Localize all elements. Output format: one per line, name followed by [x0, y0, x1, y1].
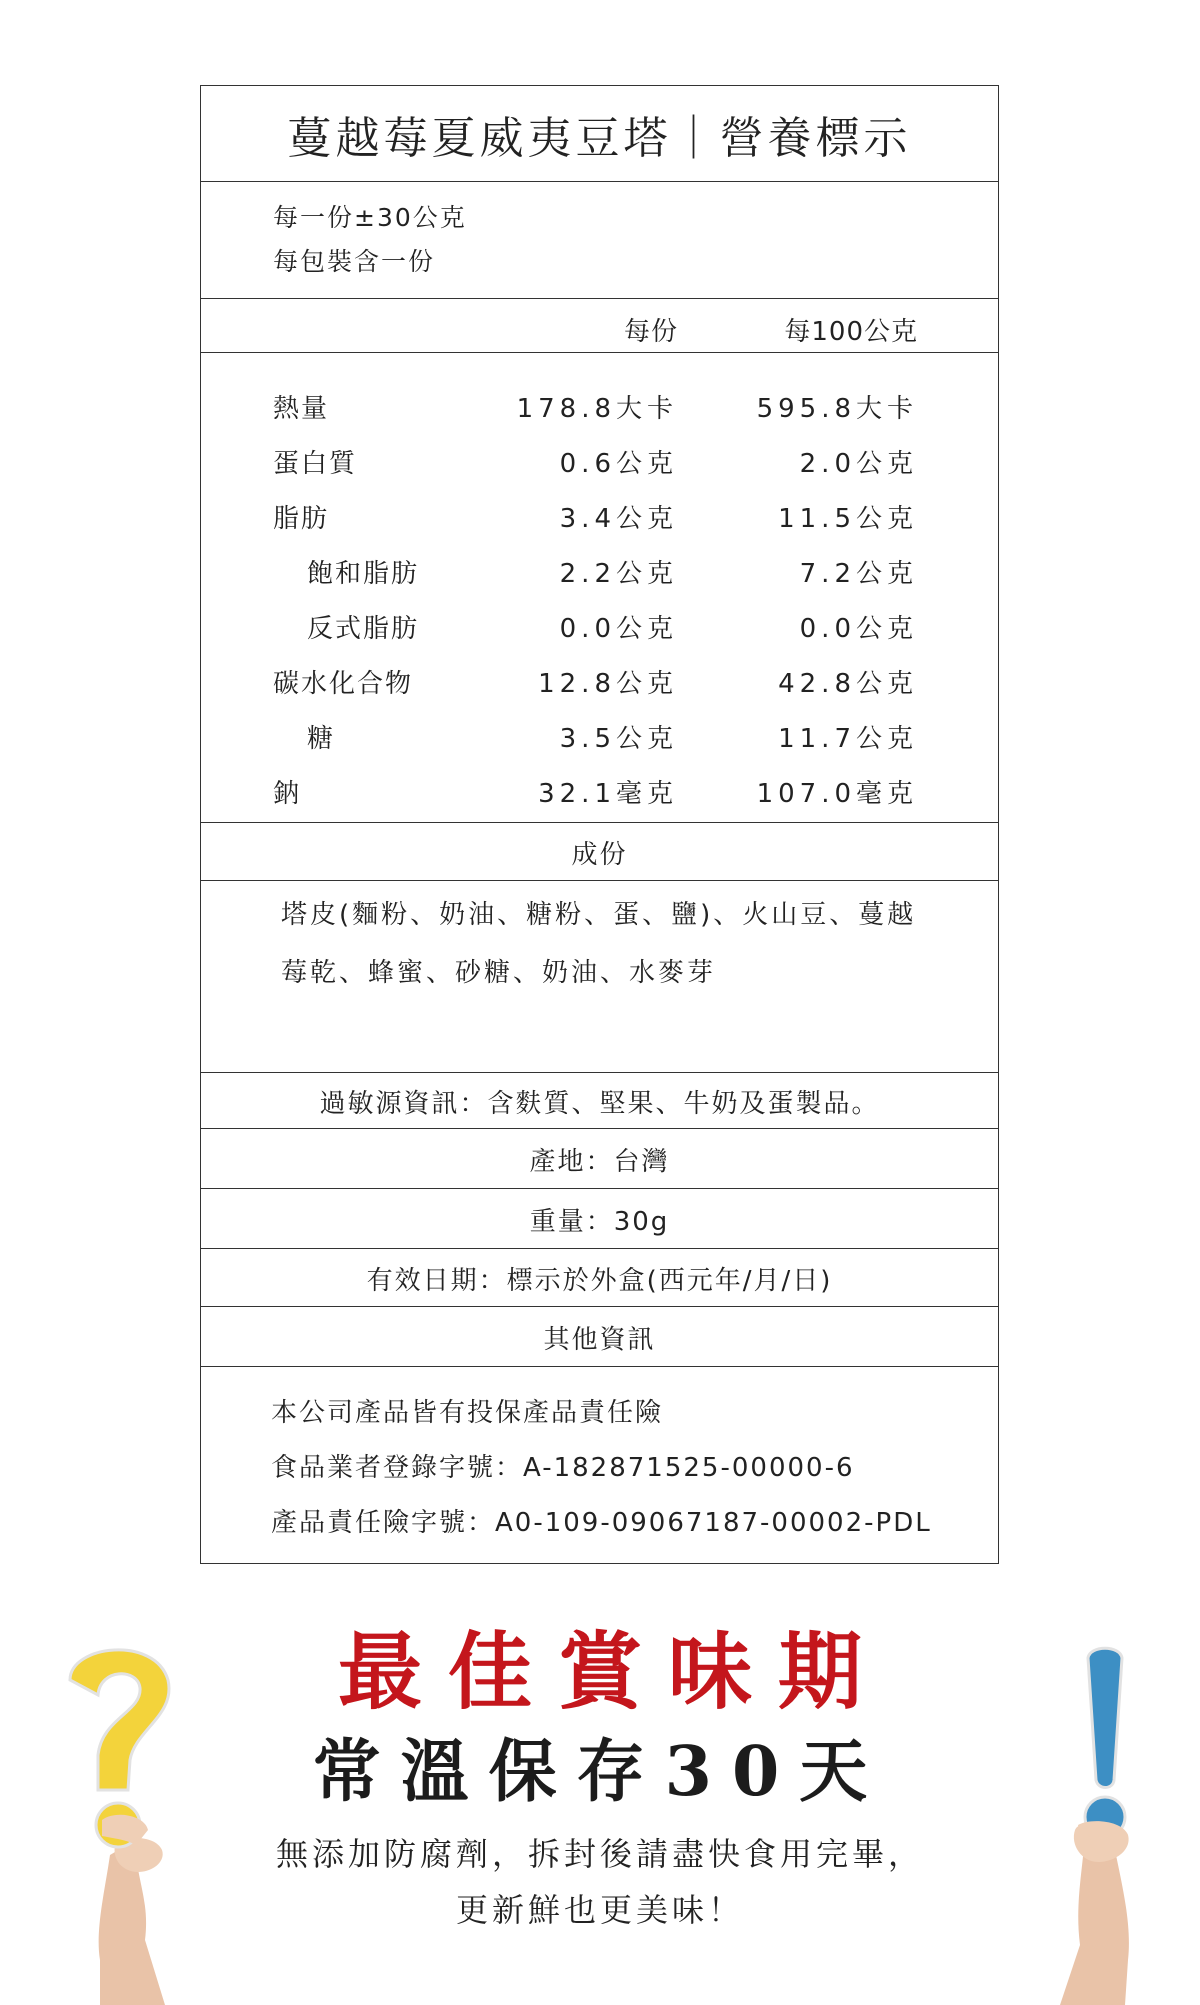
nutrient-name: 蛋白質 — [273, 449, 358, 479]
ingredients-line: 塔皮(麵粉、奶油、糖粉、蛋、鹽)、火山豆、蔓越 — [281, 900, 917, 930]
divider — [201, 1128, 998, 1129]
other-info-line: 產品責任險字號：A0-109-09067187-00002-PDL — [271, 1508, 932, 1538]
nutrition-label — [200, 85, 999, 1564]
nutrient-name: 反式脂肪 — [307, 614, 420, 644]
divider — [201, 1366, 998, 1367]
nutrient-per-100g: 107.0毫克 — [756, 779, 918, 809]
nutrient-per-serving: 32.1毫克 — [538, 779, 678, 809]
nutrient-name: 脂肪 — [273, 504, 330, 534]
nutrient-name: 碳水化合物 — [273, 669, 414, 699]
allergen-info: 過敏源資訊：含麩質、堅果、牛奶及蛋製品。 — [319, 1088, 880, 1119]
storage-note-line: 更新鮮也更美味！ — [455, 1891, 744, 1929]
nutrient-row-calories — [201, 380, 998, 435]
nutrient-per-serving: 12.8公克 — [538, 669, 678, 699]
other-info — [271, 1386, 998, 1551]
divider — [201, 1072, 998, 1073]
divider — [201, 352, 998, 353]
nutrient-per-100g: 7.2公克 — [799, 559, 918, 589]
nutrient-name: 糖 — [307, 724, 336, 754]
divider — [201, 1306, 998, 1307]
nutrient-per-100g: 2.0公克 — [799, 449, 918, 479]
nutrient-row-protein — [201, 435, 998, 490]
divider — [201, 181, 998, 182]
expiry-date: 有效日期：標示於外盒(西元年/月/日) — [366, 1265, 833, 1296]
servings-per-pack: 每包裝含一份 — [273, 247, 436, 276]
nutrient-per-serving: 178.8大卡 — [516, 394, 678, 424]
nutrient-row-sodium — [201, 765, 998, 820]
nutrient-name: 飽和脂肪 — [307, 559, 420, 589]
nutrient-per-serving: 3.5公克 — [559, 724, 678, 754]
divider — [201, 298, 998, 299]
divider — [201, 880, 998, 881]
nutrient-per-100g: 595.8大卡 — [756, 394, 918, 424]
nutrient-name: 熱量 — [273, 394, 330, 424]
column-header — [201, 301, 998, 353]
other-info-line: 本公司產品皆有投保產品責任險 — [271, 1398, 664, 1428]
nutrient-row-sugar — [201, 710, 998, 765]
nutrient-per-100g: 11.7公克 — [778, 724, 918, 754]
best-before-heading: 最佳賞味期 — [337, 1622, 888, 1721]
nutrient-per-serving: 3.4公克 — [559, 504, 678, 534]
label-title: 蔓越莓夏威夷豆塔｜營養標示 — [287, 112, 912, 164]
other-info-line: 食品業者登錄字號：A-182871525-00000-6 — [271, 1453, 855, 1483]
nutrient-per-100g: 42.8公克 — [778, 669, 918, 699]
weight: 重量：30g — [529, 1206, 670, 1237]
nutrient-per-serving: 2.2公克 — [559, 559, 678, 589]
divider — [201, 1248, 998, 1249]
serving-size: 每一份±30公克 — [273, 203, 467, 232]
other-info-heading: 其他資訊 — [543, 1324, 656, 1355]
origin: 產地：台灣 — [529, 1146, 670, 1177]
nutrient-row-carbohydrate — [201, 655, 998, 710]
column-per-serving: 每份 — [623, 317, 678, 347]
exclamation-mark-sign-icon — [1040, 1640, 1180, 2005]
divider — [201, 1188, 998, 1189]
ingredients-heading: 成份 — [571, 839, 628, 870]
column-per-100g: 每100公克 — [784, 317, 918, 347]
nutrient-row-trans-fat — [201, 600, 998, 655]
question-mark-sign-icon — [40, 1640, 190, 2005]
nutrient-name: 鈉 — [273, 779, 302, 809]
nutrient-per-serving: 0.6公克 — [559, 449, 678, 479]
storage-note-line: 無添加防腐劑，拆封後請盡快食用完畢， — [275, 1835, 924, 1873]
serving-info — [273, 196, 998, 284]
divider — [201, 822, 998, 823]
ingredients-line: 莓乾、蜂蜜、砂糖、奶油、水麥芽 — [281, 958, 717, 988]
nutrient-row-saturated-fat — [201, 545, 998, 600]
nutrient-per-100g: 11.5公克 — [778, 504, 918, 534]
ingredients-text — [281, 886, 921, 1002]
nutrient-per-serving: 0.0公克 — [559, 614, 678, 644]
storage-info: 常溫保存30天 — [312, 1732, 888, 1812]
nutrient-row-fat — [201, 490, 998, 545]
nutrient-per-100g: 0.0公克 — [799, 614, 918, 644]
